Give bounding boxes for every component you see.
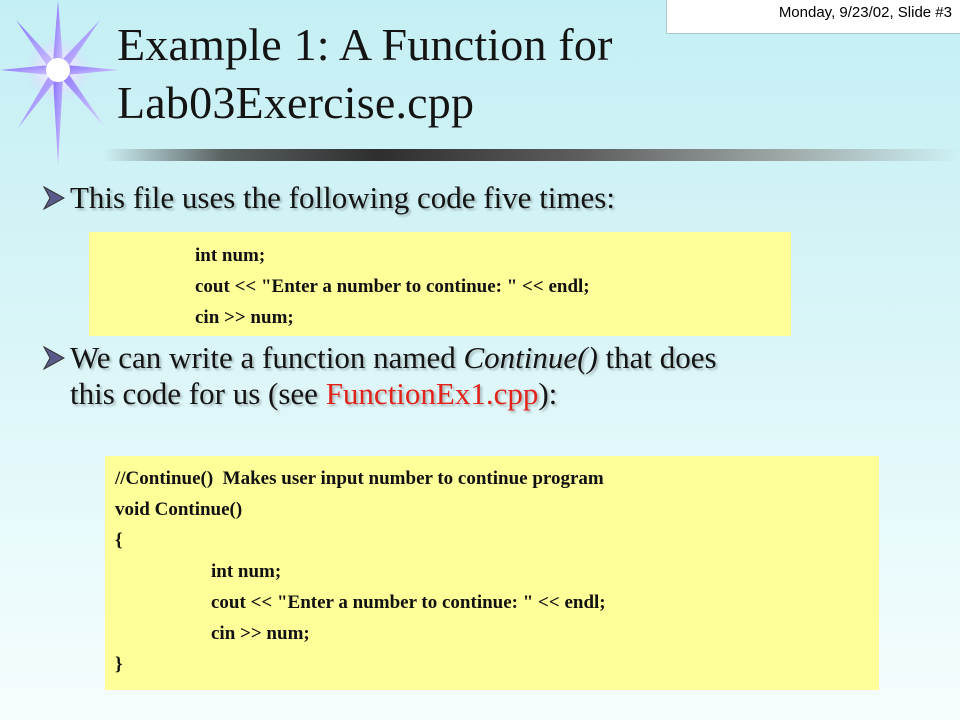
bullet-2-part1: We can write a function named — [70, 340, 464, 375]
code-close-brace: } — [115, 654, 123, 675]
title-divider — [104, 149, 960, 161]
code-signature: void Continue() — [115, 499, 243, 520]
code-line: int num; — [195, 245, 266, 266]
slide-title — [117, 16, 613, 132]
code-comment: //Continue() Makes user input number to continue program — [115, 468, 604, 489]
code-line: cout << "Enter a number to continue: " << endl; — [211, 592, 606, 613]
code-line: cout << "Enter a number to continue: " << endl; — [195, 276, 590, 297]
function-name: Continue() — [463, 340, 598, 375]
arrow-bullet-icon — [40, 340, 70, 373]
bullet-point-2 — [40, 340, 920, 412]
sparkle-star-icon — [0, 0, 120, 170]
arrow-bullet-icon — [40, 180, 70, 213]
code-line: cin >> num; — [195, 307, 294, 328]
title-line-1: Example 1: A Function for — [117, 19, 613, 70]
bullet-2-text — [70, 340, 717, 412]
slide-number-box: Monday, 9/23/02, Slide #3 — [666, 0, 960, 34]
code-line: cin >> num; — [211, 623, 310, 644]
bullet-2-part3: this code for us (see — [70, 376, 326, 411]
bullet-point-1 — [40, 180, 940, 216]
bullet-2-part4: ): — [538, 376, 558, 411]
title-line-2: Lab03Exercise.cpp — [117, 77, 475, 128]
code-snippet-box — [89, 232, 791, 336]
function-code-box — [105, 456, 879, 690]
bullet-1-text: This file uses the following code five times: — [70, 180, 615, 215]
code-open-brace: { — [115, 530, 123, 551]
bullet-2-part2: that does — [597, 340, 717, 375]
code-line: int num; — [211, 561, 282, 582]
file-link[interactable]: FunctionEx1.cpp — [325, 376, 539, 411]
